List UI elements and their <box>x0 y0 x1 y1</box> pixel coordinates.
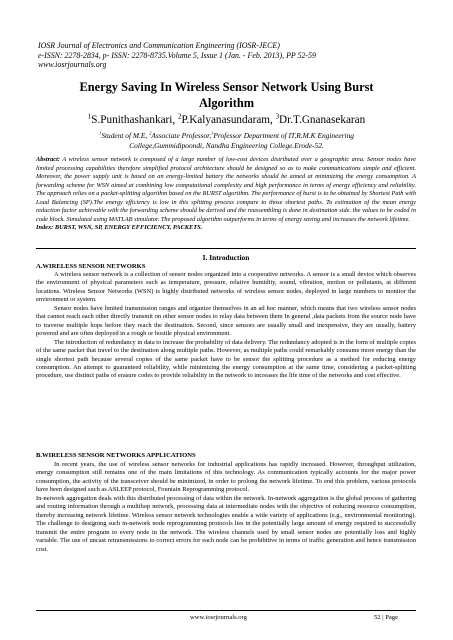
abstract-label: Abstract: <box>36 156 60 163</box>
affiliation-2-marker: 2 <box>149 130 152 136</box>
affiliation-1-marker: 1 <box>98 130 102 136</box>
affiliation-line-1 <box>40 131 413 141</box>
section-heading-introduction: I. Introduction <box>202 253 250 262</box>
paper-title <box>40 79 413 111</box>
subsection-b-body <box>36 461 416 554</box>
page-number: 52 | Page <box>374 614 399 621</box>
author-1: S.Punithashankari, <box>91 114 178 126</box>
affiliation-3: Professor Department of IT,R.M.K Engineering <box>213 131 354 140</box>
abstract-text <box>36 156 416 224</box>
affiliation-line-2: College,Gummidipoondi, Nandha Engineering College.Erode-52. <box>129 140 324 150</box>
title-line-1: Energy Saving In Wireless Sensor Network Using Burst <box>79 80 374 94</box>
paragraph: A wireless sensor network is a collection of sensor nodes organized into a cooperative networks. A sensor is a small device which observes the environment of physical parameters such as temperature, pressure, relative humidity, sound, vibration, motion or pollutants, at different locations. Wireless Sensor Networks (WSN) is highly distributed networks of wireless sensor nodes, deployed in large numbers to monitor the environment or system. <box>36 271 416 304</box>
journal-header <box>38 41 418 70</box>
subsection-heading-a: A.WIRELESS SENSOR NETWORKS <box>36 263 146 270</box>
title-line-2: Algorithm <box>198 96 255 110</box>
paragraph: In recent years, the use of wireless sensor networks for industrial applications has rapidly increased. However, throughput utilization, energy consumption still remains one of the main limitations of this technology. As communication typically accounts for the major power consumption, the activity of the transceiver should be minimized, in order to prolong the network lifetime. To end this problem, various protocols have been designed such as ASLEEP protocol, Fountain Reprogramming protocol. <box>36 461 416 494</box>
footer-url: www.iosrjournals.org <box>190 614 247 621</box>
affiliation-2: Associate Professor, <box>151 131 212 140</box>
abstract <box>36 156 416 233</box>
journal-url: www.iosrjournals.org <box>38 60 107 70</box>
journal-issn: e-ISSN: 2278-2834, p- ISSN: 2278-8735.Volume 5, Issue 1 (Jan. - Feb. 2013), PP 52-59 <box>38 50 316 60</box>
paragraph: Sensor nodes have limited transmission ranges and organize themselves in an ad hoc manner, which means that two wireless sensor nodes that cannot reach each other directly transmit on other sensor nodes to relay data between them In general ,data packets from the source node have to traverse multiple hops before they reach the destination. Second, since sensors are usually small and inexpensive, they are usually, battery powered and are often deployed in a rough or hostile physical environment. <box>36 304 416 338</box>
author-list <box>40 114 413 127</box>
affiliation-1: Student of M.E, <box>101 131 150 140</box>
journal-name: IOSR Journal of Electronics and Communication Engineering (IOSR-JECE) <box>38 41 280 50</box>
author-2-marker: 2 <box>177 112 182 121</box>
paragraph: In-network aggregation deals with this distributed processing of data within the network. In-network aggregation is the global process of gathering and routing information through a multihop network, processing data at intermediate nodes with the objective of reducing resource consumption, thereby increasing network lifetime. Wireless sensor network technologies enable a wide variety of applications (e.g., environmental monitoring). The challenge to designing such in-network node reprogramming protocols lies in the potentially large amount of energy required to successfully transmit the entire program to every node in the network. The wireless channels used by small sensor nodes are potentially loss and highly variable. The use of uncast retransmissions to correct errors for each node can be prohibitive in terms of traffic generation and hence transmission cost. <box>36 494 416 553</box>
footer-divider <box>36 610 416 611</box>
affiliations <box>40 131 413 150</box>
author-3-marker: 3 <box>275 112 280 121</box>
subsection-heading-b: B.WIRELESS SENSOR NETWORKS APPLICATIONS <box>36 452 196 459</box>
paragraph: The introduction of redundancy in data to increase the probability of data delivery. The redundancy adopted is in the form of multiple copies of the same packet that travel to the destination along multiple paths. However, as multiple paths could remarkably consume more energy than the single shortest path because several copies of the same packet have to be sensor the splitting procedure as a method for reducing energy consumption. An attempt to guaranteed reliability, while minimizing the energy consumption at the same time, considering a packet-splitting procedure, use distinct paths of erasure codes to provide reliability in the network to increases the life time of the networks and cost effective. <box>36 338 416 380</box>
author-2: P.Kalyanasundaram, <box>181 114 276 126</box>
subsection-a-body <box>36 271 416 381</box>
section-divider <box>36 248 416 249</box>
index-terms: Index: BURST, WSN, SP, ENERGY EFFICIENCY, PACKETS. <box>36 224 203 232</box>
author-1-marker: 1 <box>87 112 92 121</box>
abstract-body: A wireless sensor network is composed of a large number of low-cost devices distributed over a geographic area. Sensor nodes have limited processing capabilities therefore simplified protocol architecture should be designed so as to make communications simple and efficient. Moreover, the power supply unit is based on an energy-limited battery the networks should be aimed at minimizing the energy consumption. A forwarding scheme for WSN aimed at combining low computational complexity and high performance in terms of energy efficiency and reliability. The approach relies on a packet-splitting algorithm based on the BURST algorithm. The performance of burst is to be obtained by Shortest Path with Load Balancing (SP).The energy efficiency is low in this splitting process compare to those shortest paths. To estimation of the mean energy reduction factor achievable with the forwarding scheme should be derived and the reassembling is done in destination side. the values to be coded in code block. Simulated using MATLAB simulator. The proposed algorithm outperforms in terms of energy saving and increases the network lifetime. <box>36 156 416 223</box>
author-3: Dr.T.Gnanasekaran <box>279 114 366 126</box>
affiliation-3-marker: 3 <box>211 130 214 136</box>
